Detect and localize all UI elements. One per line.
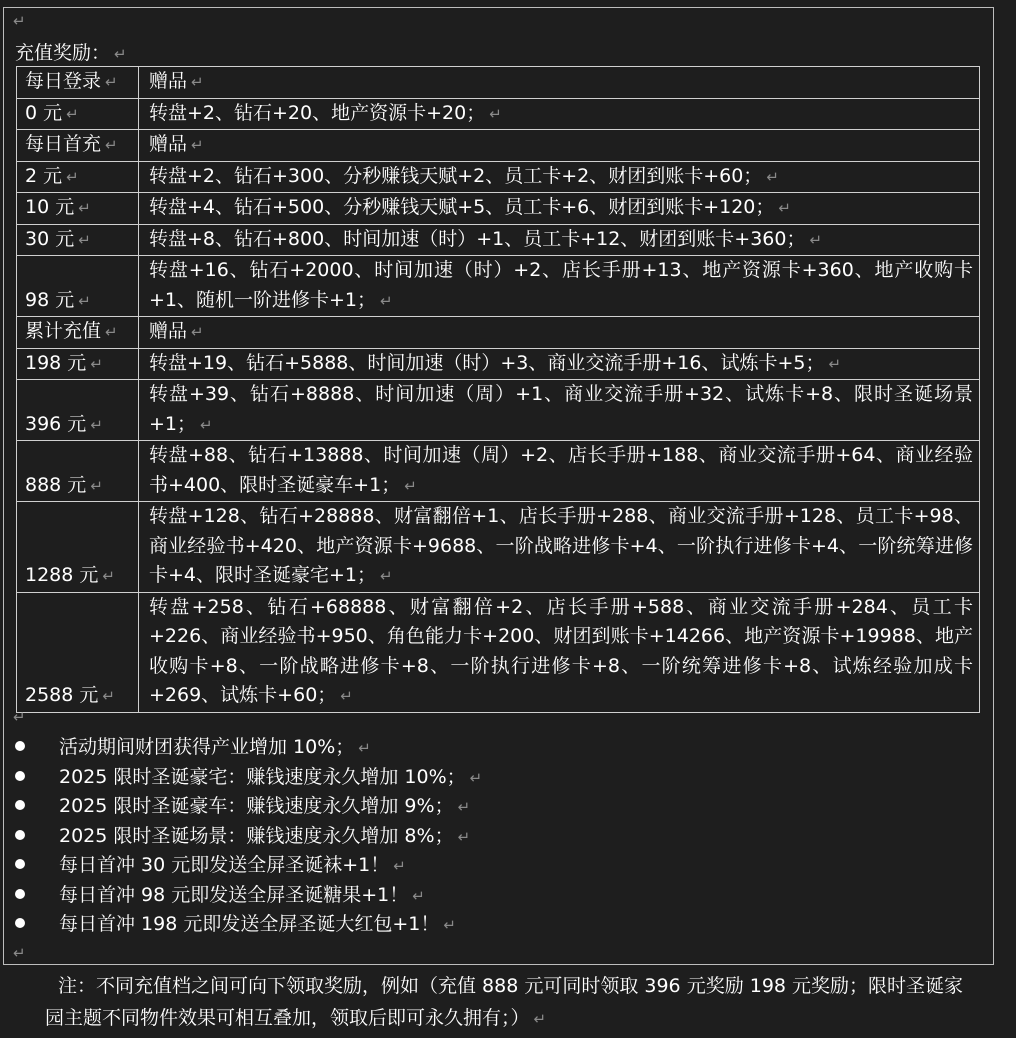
paragraph-return-icon: ↵ xyxy=(13,12,26,30)
note-text: 每日首冲 30 元即发送全屏圣诞袜+1！ xyxy=(59,854,390,876)
gift-header-cell xyxy=(139,67,980,99)
cell-text: 累计充值 xyxy=(25,320,102,342)
cell-text: 转盘+258、钻石+68888、财富翻倍+2、店长手册+588、商业交流手册+284、员工卡+226、商业经验书+950、角色能力卡+200、财团到账卡+14266、地产资源卡+19988、地产收购卡+8、一阶战略进修卡+8、一阶执行进修卡+8、一阶统筹进修卡+8、试炼经验加成卡+269、试炼卡+60； xyxy=(149,595,973,706)
section-label-cell xyxy=(17,67,139,99)
reward-cell xyxy=(139,441,980,502)
table-row xyxy=(17,193,980,225)
paragraph-return-icon: ↵ xyxy=(393,857,406,875)
paragraph-return-icon: ↵ xyxy=(78,199,91,217)
cell-text: 2 元 xyxy=(25,164,63,187)
paragraph-return-icon: ↵ xyxy=(191,73,204,91)
note-text: 每日首冲 198 元即发送全屏圣诞大红包+1！ xyxy=(59,913,440,935)
paragraph-return-icon: ↵ xyxy=(13,944,26,962)
paragraph-return-icon: ↵ xyxy=(828,354,842,373)
paragraph-return-icon: ↵ xyxy=(489,104,502,123)
heading-text: 充值奖励： xyxy=(15,42,111,64)
paragraph-return-icon: ↵ xyxy=(380,291,393,310)
table-row xyxy=(17,592,980,712)
list-item xyxy=(15,792,482,822)
amount-cell xyxy=(17,592,139,712)
list-item xyxy=(15,910,482,940)
paragraph-return-icon: ↵ xyxy=(457,827,471,846)
rewards-table xyxy=(16,66,980,713)
paragraph-return-icon: ↵ xyxy=(90,415,103,434)
amount-cell xyxy=(17,224,139,256)
empty-paragraph-top xyxy=(13,8,26,33)
table-header-row xyxy=(17,130,980,162)
cell-text: 赠品 xyxy=(149,70,188,92)
gift-header-cell xyxy=(139,317,980,349)
table-row xyxy=(17,161,980,193)
reward-cell xyxy=(139,256,980,317)
paragraph-return-icon: ↵ xyxy=(778,199,791,217)
note-text: 2025 限时圣诞豪车：赚钱速度永久增加 9%； xyxy=(59,795,454,817)
amount-cell xyxy=(17,348,139,380)
cell-text: 转盘+4、钻石+500、分秒赚钱天赋+5、员工卡+6、财团到账卡+120； xyxy=(149,196,775,218)
paragraph-return-icon: ↵ xyxy=(533,1010,547,1028)
recharge-rewards-heading xyxy=(15,40,127,67)
table-row xyxy=(17,441,980,502)
cell-text: 98 元 xyxy=(25,288,75,311)
paragraph-return-icon: ↵ xyxy=(105,73,118,91)
gift-header-cell xyxy=(139,130,980,162)
paragraph-return-icon: ↵ xyxy=(102,567,115,585)
bullet-icon xyxy=(15,830,25,840)
cell-text: 转盘+128、钻石+28888、财富翻倍+1、店长手册+288、商业交流手册+128、员工卡+98、商业经验书+420、地产资源卡+9688、一阶战略进修卡+4、一阶执行进修卡+4、一阶统筹进修卡+4、限时圣诞豪宅+1； xyxy=(149,505,973,586)
bullet-icon xyxy=(15,889,25,899)
reward-cell xyxy=(139,380,980,441)
paragraph-return-icon: ↵ xyxy=(191,323,204,341)
paragraph-return-icon: ↵ xyxy=(78,230,91,249)
table-row xyxy=(17,348,980,380)
amount-cell xyxy=(17,502,139,593)
table-row xyxy=(17,224,980,256)
table-row xyxy=(17,98,980,130)
rewards-table-body xyxy=(17,67,980,713)
cell-text: 转盘+88、钻石+13888、时间加速（周）+2、店长手册+188、商业交流手册+64、商业经验书+400、限时圣诞豪车+1； xyxy=(149,444,973,496)
bullet-icon xyxy=(15,800,25,810)
bullet-icon xyxy=(15,741,25,751)
amount-cell xyxy=(17,380,139,441)
paragraph-return-icon: ↵ xyxy=(358,739,371,757)
cell-text: 198 元 xyxy=(25,351,87,374)
amount-cell xyxy=(17,256,139,317)
notes-list xyxy=(15,733,482,940)
cell-text: 转盘+19、钻石+5888、时间加速（时）+3、商业交流手册+16、试炼卡+5； xyxy=(149,351,825,374)
list-item xyxy=(15,881,482,911)
reward-cell xyxy=(139,224,980,256)
note-text: 2025 限时圣诞场景：赚钱速度永久增加 8%； xyxy=(59,824,454,847)
paragraph-return-icon: ↵ xyxy=(191,136,204,154)
paragraph-return-icon: ↵ xyxy=(105,136,118,154)
cell-text: 赠品 xyxy=(149,320,188,342)
paragraph-return-icon: ↵ xyxy=(340,687,353,705)
cell-text: 转盘+2、钻石+20、地产资源卡+20； xyxy=(149,101,486,124)
cell-text: 每日首充 xyxy=(25,133,102,155)
reward-cell xyxy=(139,161,980,193)
paragraph-return-icon: ↵ xyxy=(404,476,417,495)
cell-text: 2588 元 xyxy=(25,684,99,706)
empty-paragraph-bottom xyxy=(13,940,26,965)
paragraph-return-icon: ↵ xyxy=(90,354,103,373)
bullet-icon xyxy=(15,859,25,869)
list-item xyxy=(15,822,482,852)
amount-cell xyxy=(17,98,139,130)
table-row xyxy=(17,256,980,317)
note-text: 2025 限时圣诞豪宅：赚钱速度永久增加 10%； xyxy=(59,765,466,788)
cell-text: 888 元 xyxy=(25,473,87,496)
reward-cell xyxy=(139,502,980,593)
reward-cell xyxy=(139,592,980,712)
footnote-text: 注：不同充值档之间可向下领取奖励，例如（充值 888 元可同时领取 396 元奖励 198 元奖励；限时圣诞家园主题不同物件效果可相互叠加，领取后即可永久拥有；） xyxy=(45,975,964,1029)
amount-cell xyxy=(17,161,139,193)
reward-cell xyxy=(139,193,980,225)
reward-cell xyxy=(139,348,980,380)
cell-text: 转盘+2、钻石+300、分秒赚钱天赋+2、员工卡+2、财团到账卡+60； xyxy=(149,164,763,187)
cell-text: 转盘+16、钻石+2000、时间加速（时）+2、店长手册+13、地产资源卡+360、地产收购卡+1、随机一阶进修卡+1； xyxy=(149,259,973,311)
reward-cell xyxy=(139,98,980,130)
section-label-cell xyxy=(17,317,139,349)
section-label-cell xyxy=(17,130,139,162)
paragraph-return-icon: ↵ xyxy=(380,567,393,585)
cell-text: 0 元 xyxy=(25,101,63,124)
paragraph-return-icon: ↵ xyxy=(200,415,213,434)
list-item xyxy=(15,733,482,763)
table-header-row xyxy=(17,317,980,349)
paragraph-return-icon: ↵ xyxy=(412,886,425,905)
paragraph-return-icon: ↵ xyxy=(469,768,483,787)
paragraph-return-icon: ↵ xyxy=(114,45,127,63)
cell-text: 赠品 xyxy=(149,133,188,155)
cell-text: 30 元 xyxy=(25,227,75,250)
paragraph-return-icon: ↵ xyxy=(105,323,118,341)
amount-cell xyxy=(17,193,139,225)
amount-cell xyxy=(17,441,139,502)
list-item xyxy=(15,763,482,793)
cell-text: 每日登录 xyxy=(25,70,102,92)
cell-text: 转盘+39、钻石+8888、时间加速（周）+1、商业交流手册+32、试炼卡+8、限时圣诞场景+1； xyxy=(149,383,973,435)
empty-paragraph-after-table xyxy=(13,704,26,729)
table-row xyxy=(17,502,980,593)
table-header-row xyxy=(17,67,980,99)
paragraph-return-icon: ↵ xyxy=(809,230,823,249)
bullet-icon xyxy=(15,771,25,781)
paragraph-return-icon: ↵ xyxy=(13,708,26,726)
paragraph-return-icon: ↵ xyxy=(766,167,779,186)
cell-text: 396 元 xyxy=(25,412,87,435)
note-text: 活动期间财团获得产业增加 10%； xyxy=(59,736,355,758)
list-item xyxy=(15,851,482,881)
note-text: 每日首冲 98 元即发送全屏圣诞糖果+1！ xyxy=(59,883,409,906)
footnote xyxy=(45,970,965,1035)
paragraph-return-icon: ↵ xyxy=(90,476,103,495)
paragraph-return-icon: ↵ xyxy=(457,798,471,816)
paragraph-return-icon: ↵ xyxy=(66,104,79,123)
paragraph-return-icon: ↵ xyxy=(78,291,91,310)
bullet-icon xyxy=(15,918,25,928)
paragraph-return-icon: ↵ xyxy=(443,916,456,934)
cell-text: 10 元 xyxy=(25,196,75,218)
paragraph-return-icon: ↵ xyxy=(102,687,115,705)
table-row xyxy=(17,380,980,441)
cell-text: 转盘+8、钻石+800、时间加速（时）+1、员工卡+12、财团到账卡+360； xyxy=(149,227,806,250)
paragraph-return-icon: ↵ xyxy=(66,167,79,186)
cell-text: 1288 元 xyxy=(25,564,99,586)
